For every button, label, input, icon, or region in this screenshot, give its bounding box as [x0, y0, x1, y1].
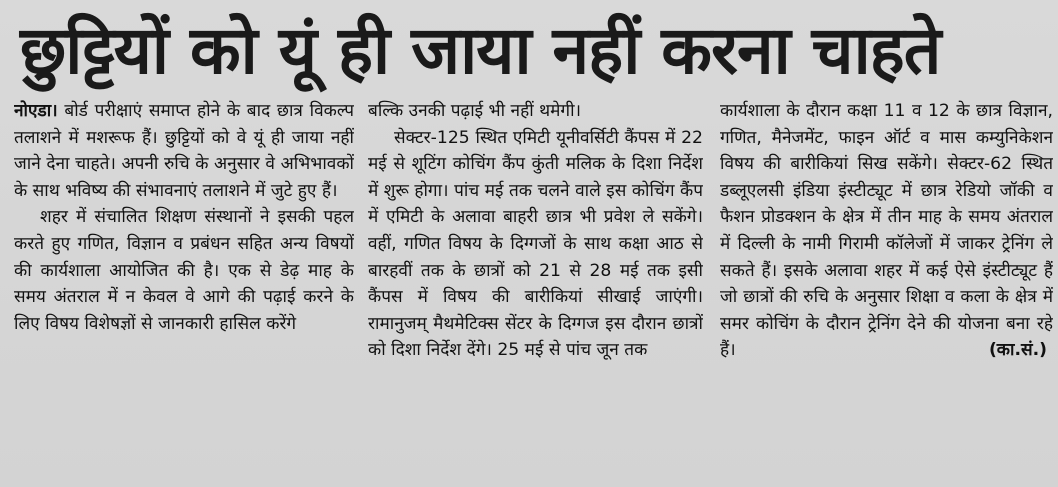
paragraph-1-text: बोर्ड परीक्षाएं समाप्त होने के बाद छात्र विकल्प तलाशने में मशरूफ हैं। छुट्टियों को वे यूं ही जाया नहीं जाने देना चाहते। अपनी रुचि के अनुसार वे अभिभावकों के साथ भविष्य की संभावनाएं तलाशने में जुटे हुए हैं।: [14, 101, 354, 201]
article-column-1: [14, 98, 354, 482]
dateline: नोएडा।: [14, 101, 58, 121]
reporter-credit: (का.सं.): [988, 340, 1047, 361]
article-column-2: [368, 98, 703, 482]
article-column-3: [720, 98, 1053, 482]
paragraph-3: बल्कि उनकी पढ़ाई भी नहीं थमेगी।: [368, 101, 582, 121]
paragraph-2: शहर में संचालित शिक्षण संस्थानों ने इसकी पहल करते हुए गणित, विज्ञान व प्रबंधन सहित अन्य विषयों की कार्यशाला आयोजित की है। एक से डेढ़ माह के समय अंतराल में न केवल वे आगे की पढ़ाई करने के लिए विषय विशेषज्ञों से जानकारी हासिल करेंगे: [14, 207, 354, 334]
paragraph-5-text: कार्यशाला के दौरान कक्षा 11 व 12 के छात्र विज्ञान, गणित, मैनेजमेंट, फाइन ऑर्ट व मास कम्युनिकेशन विषय की बारीकियां सिख सकेंगे। सेक्टर-62 स्थित डब्लूएलसी इंडिया इंस्टीट्यूट में छात्र रेडियो जॉकी व फैशन प्रोडक्शन के क्षेत्र में तीन माह के समय अंतराल में दिल्ली के नामी गिरामी कॉलेजों में जाकर ट्रेनिंग ले सकते हैं। इसके अलावा शहर में कई ऐसे इंस्टीट्यूट हैं जो छात्रों की रुचि के अनुसार शिक्षा व कला के क्षेत्र में समर कोचिंग के दौरान ट्रेनिंग देने की योजना बना रहे हैं।: [720, 101, 1053, 361]
paragraph-5: [720, 98, 1053, 364]
headline: छुट्टियों को यूं ही जाया नहीं करना चाहते: [20, 12, 941, 89]
paragraph-4: सेक्टर-125 स्थित एमिटी यूनीवर्सिटी कैंपस में 22 मई से शूटिंग कोचिंग कैंप कुंती मलिक के दिशा निर्देश में शुरू होगा। पांच मई तक चलने वाले इस कोचिंग कैंप में एमिटी के अलावा बाहरी छात्र भी प्रवेश ले सकेंगे। वहीं, गणित विषय के दिग्गजों के साथ कक्षा आठ से बारहवीं तक के छात्रों को 21 से 28 मई तक इसी कैंपस में विषय की बारीकियां सीखाई जाएंगी। रामानुजम् मैथमेटिक्स सेंटर के दिग्गज इस दौरान छात्रों को दिशा निर्देश देंगे। 25 मई से पांच जून तक: [368, 127, 703, 361]
paragraph-1: [14, 98, 354, 204]
